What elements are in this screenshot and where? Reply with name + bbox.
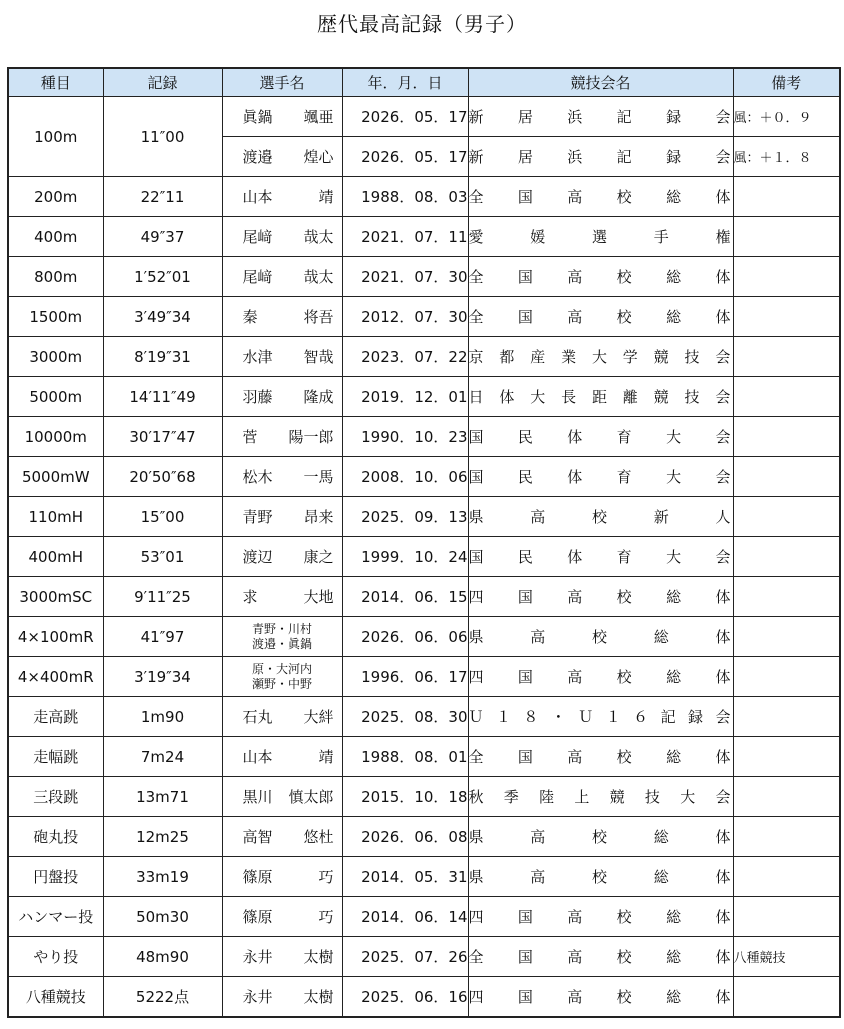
header-event: 種目 bbox=[8, 68, 103, 97]
record-cell: 49″37 bbox=[103, 217, 222, 257]
athlete-cell-text: 篠原 巧 bbox=[242, 868, 334, 886]
table-row bbox=[8, 457, 840, 497]
meet-cell-text: 全 国 高 校 総 体 bbox=[468, 748, 731, 766]
table-row bbox=[8, 177, 840, 217]
athlete-cell bbox=[222, 137, 342, 177]
record-cell: 22″11 bbox=[103, 177, 222, 217]
meet-cell-text: 全 国 高 校 総 体 bbox=[468, 268, 731, 286]
meet-cell-text: Ｕ １ ８ ・ Ｕ １ ６ 記 録 会 bbox=[468, 708, 731, 726]
athlete-cell bbox=[222, 897, 342, 937]
note-cell bbox=[733, 217, 840, 257]
table-row bbox=[8, 417, 840, 457]
athlete-cell bbox=[222, 417, 342, 457]
meet-cell bbox=[468, 417, 733, 457]
athlete-cell bbox=[222, 697, 342, 737]
note-cell bbox=[733, 777, 840, 817]
note-cell bbox=[733, 577, 840, 617]
meet-cell bbox=[468, 657, 733, 697]
note-cell bbox=[733, 817, 840, 857]
date-cell: 2015．10．18 bbox=[342, 777, 468, 817]
date-cell: 2025．09．13 bbox=[342, 497, 468, 537]
meet-cell bbox=[468, 897, 733, 937]
table-row bbox=[8, 537, 840, 577]
meet-cell bbox=[468, 377, 733, 417]
athlete-cell bbox=[222, 537, 342, 577]
record-cell: 5222点 bbox=[103, 977, 222, 1018]
event-cell: 200m bbox=[8, 177, 103, 217]
note-cell bbox=[733, 377, 840, 417]
athlete-cell-text: 菅 陽一郎 bbox=[242, 428, 334, 446]
date-cell: 1996．06．17 bbox=[342, 657, 468, 697]
athlete-cell-text: 石丸 大絆 bbox=[242, 708, 334, 726]
table-row bbox=[8, 297, 840, 337]
athlete-cell bbox=[222, 97, 342, 137]
table-row bbox=[8, 937, 840, 977]
table-row bbox=[8, 737, 840, 777]
meet-cell-text: 四 国 高 校 総 体 bbox=[468, 908, 731, 926]
meet-cell-text: 全 国 高 校 総 体 bbox=[468, 188, 731, 206]
athlete-cell bbox=[222, 817, 342, 857]
meet-cell-text: 四 国 高 校 総 体 bbox=[468, 988, 731, 1006]
event-cell: 3000m bbox=[8, 337, 103, 377]
note-cell bbox=[733, 297, 840, 337]
athlete-cell-text: 渡邉 煌心 bbox=[242, 148, 334, 166]
event-cell: 4×400mR bbox=[8, 657, 103, 697]
record-cell: 1′52″01 bbox=[103, 257, 222, 297]
athlete-cell-text: 羽藤 隆成 bbox=[242, 388, 334, 406]
event-cell: ハンマー投 bbox=[8, 897, 103, 937]
relay-member-line: 瀬野・中野 bbox=[251, 676, 312, 691]
date-cell: 2025．07．26 bbox=[342, 937, 468, 977]
event-cell: 100m bbox=[8, 97, 103, 177]
note-cell: 風：＋０．９ bbox=[733, 97, 840, 137]
meet-cell-text: 全 国 高 校 総 体 bbox=[468, 308, 731, 326]
record-cell: 33m19 bbox=[103, 857, 222, 897]
note-cell bbox=[733, 697, 840, 737]
table-row bbox=[8, 617, 840, 657]
date-cell: 2026．05．17 bbox=[342, 137, 468, 177]
meet-cell-text: 四 国 高 校 総 体 bbox=[468, 668, 731, 686]
record-cell: 1m90 bbox=[103, 697, 222, 737]
athlete-cell bbox=[222, 737, 342, 777]
table-row bbox=[8, 497, 840, 537]
note-cell bbox=[733, 737, 840, 777]
date-cell: 2012．07．30 bbox=[342, 297, 468, 337]
date-cell: 2025．06．16 bbox=[342, 977, 468, 1018]
note-cell: 八種競技 bbox=[733, 937, 840, 977]
athlete-cell-text: 眞鍋 颯亜 bbox=[242, 108, 334, 126]
relay-member-line: 青野・川村 bbox=[251, 621, 312, 636]
table-row bbox=[8, 817, 840, 857]
record-cell: 8′19″31 bbox=[103, 337, 222, 377]
date-cell: 2021．07．30 bbox=[342, 257, 468, 297]
date-cell: 2025．08．30 bbox=[342, 697, 468, 737]
meet-cell bbox=[468, 937, 733, 977]
athlete-cell-text: 尾﨑 哉太 bbox=[242, 268, 334, 286]
event-cell: やり投 bbox=[8, 937, 103, 977]
date-cell: 1988．08．01 bbox=[342, 737, 468, 777]
note-cell bbox=[733, 897, 840, 937]
meet-cell bbox=[468, 777, 733, 817]
record-cell: 7m24 bbox=[103, 737, 222, 777]
relay-member-line: 渡邉・眞鍋 bbox=[251, 636, 312, 651]
meet-cell bbox=[468, 537, 733, 577]
athlete-cell bbox=[222, 857, 342, 897]
athlete-cell-text: 水津 智哉 bbox=[242, 348, 334, 366]
date-cell: 2023．07．22 bbox=[342, 337, 468, 377]
table-row bbox=[8, 657, 840, 697]
meet-cell bbox=[468, 737, 733, 777]
event-cell: 砲丸投 bbox=[8, 817, 103, 857]
table-row bbox=[8, 577, 840, 617]
note-cell bbox=[733, 177, 840, 217]
record-cell: 20′50″68 bbox=[103, 457, 222, 497]
date-cell: 1988．08．03 bbox=[342, 177, 468, 217]
meet-cell-text: 日 体 大 長 距 離 競 技 会 bbox=[468, 388, 731, 406]
meet-cell-text: 県 高 校 総 体 bbox=[468, 628, 731, 646]
meet-cell bbox=[468, 297, 733, 337]
note-cell bbox=[733, 257, 840, 297]
athlete-cell-text: 求 大地 bbox=[242, 588, 334, 606]
record-cell: 3′49″34 bbox=[103, 297, 222, 337]
records-table bbox=[7, 67, 841, 1018]
table-row bbox=[8, 217, 840, 257]
header-date: 年．月．日 bbox=[342, 68, 468, 97]
event-cell: 走幅跳 bbox=[8, 737, 103, 777]
meet-cell bbox=[468, 857, 733, 897]
athlete-cell bbox=[222, 377, 342, 417]
record-cell: 3′19″34 bbox=[103, 657, 222, 697]
date-cell: 2014．06．15 bbox=[342, 577, 468, 617]
header-note: 備考 bbox=[733, 68, 840, 97]
event-cell: 4×100mR bbox=[8, 617, 103, 657]
note-cell: 風：＋１．８ bbox=[733, 137, 840, 177]
event-cell: 110mH bbox=[8, 497, 103, 537]
table-row bbox=[8, 377, 840, 417]
athlete-cell-text: 篠原 巧 bbox=[242, 908, 334, 926]
athlete-cell bbox=[222, 457, 342, 497]
meet-cell-text: 秋 季 陸 上 競 技 大 会 bbox=[468, 788, 731, 806]
date-cell: 2014．05．31 bbox=[342, 857, 468, 897]
meet-cell bbox=[468, 977, 733, 1018]
event-cell: 八種競技 bbox=[8, 977, 103, 1018]
meet-cell-text: 愛 媛 選 手 権 bbox=[468, 228, 731, 246]
record-cell: 11″00 bbox=[103, 97, 222, 177]
table-row bbox=[8, 257, 840, 297]
note-cell bbox=[733, 537, 840, 577]
note-cell bbox=[733, 457, 840, 497]
meet-cell-text: 県 高 校 新 人 bbox=[468, 508, 731, 526]
athlete-cell bbox=[222, 337, 342, 377]
athlete-cell bbox=[222, 777, 342, 817]
meet-cell bbox=[468, 337, 733, 377]
athlete-cell-text: 尾﨑 哉太 bbox=[242, 228, 334, 246]
meet-cell bbox=[468, 457, 733, 497]
meet-cell-text: 国 民 体 育 大 会 bbox=[468, 548, 731, 566]
date-cell: 1990．10．23 bbox=[342, 417, 468, 457]
table-row bbox=[8, 337, 840, 377]
record-cell: 48m90 bbox=[103, 937, 222, 977]
meet-cell bbox=[468, 257, 733, 297]
record-cell: 50m30 bbox=[103, 897, 222, 937]
athlete-cell-text: 黒川 慎太郎 bbox=[242, 788, 334, 806]
header-meet: 競技会名 bbox=[468, 68, 733, 97]
meet-cell bbox=[468, 97, 733, 137]
athlete-cell-text: 永井 太樹 bbox=[242, 948, 334, 966]
athlete-cell bbox=[222, 177, 342, 217]
date-cell: 2019．12．01 bbox=[342, 377, 468, 417]
athlete-cell bbox=[222, 497, 342, 537]
record-cell: 14′11″49 bbox=[103, 377, 222, 417]
event-cell: 5000m bbox=[8, 377, 103, 417]
meet-cell-text: 全 国 高 校 総 体 bbox=[468, 948, 731, 966]
event-cell: 円盤投 bbox=[8, 857, 103, 897]
meet-cell-text: 県 高 校 総 体 bbox=[468, 868, 731, 886]
athlete-cell-text: 渡辺 康之 bbox=[242, 548, 334, 566]
athlete-cell-text: 青野 昂来 bbox=[242, 508, 334, 526]
table-row bbox=[8, 697, 840, 737]
table-row bbox=[8, 777, 840, 817]
meet-cell bbox=[468, 137, 733, 177]
athlete-cell bbox=[222, 657, 342, 697]
meet-cell bbox=[468, 697, 733, 737]
athlete-cell-text: 秦 将吾 bbox=[242, 308, 334, 326]
header-athlete: 選手名 bbox=[222, 68, 342, 97]
event-cell: 三段跳 bbox=[8, 777, 103, 817]
meet-cell-text: 国 民 体 育 大 会 bbox=[468, 428, 731, 446]
record-cell: 9′11″25 bbox=[103, 577, 222, 617]
record-cell: 53″01 bbox=[103, 537, 222, 577]
meet-cell-text: 新 居 浜 記 録 会 bbox=[468, 108, 731, 126]
meet-cell-text: 新 居 浜 記 録 会 bbox=[468, 148, 731, 166]
athlete-cell-text: 山本 靖 bbox=[242, 748, 334, 766]
athlete-cell bbox=[222, 577, 342, 617]
date-cell: 2021．07．11 bbox=[342, 217, 468, 257]
athlete-cell-text: 永井 太樹 bbox=[242, 988, 334, 1006]
event-cell: 400m bbox=[8, 217, 103, 257]
athlete-cell bbox=[222, 297, 342, 337]
athlete-cell-text: 高智 悠杜 bbox=[242, 828, 334, 846]
record-cell: 13m71 bbox=[103, 777, 222, 817]
meet-cell bbox=[468, 177, 733, 217]
note-cell bbox=[733, 617, 840, 657]
athlete-cell bbox=[222, 217, 342, 257]
event-cell: 1500m bbox=[8, 297, 103, 337]
meet-cell-text: 県 高 校 総 体 bbox=[468, 828, 731, 846]
meet-cell-text: 国 民 体 育 大 会 bbox=[468, 468, 731, 486]
meet-cell bbox=[468, 817, 733, 857]
date-cell: 2014．06．14 bbox=[342, 897, 468, 937]
meet-cell bbox=[468, 617, 733, 657]
athlete-cell-text: 松木 一馬 bbox=[242, 468, 334, 486]
date-cell: 2026．06．06 bbox=[342, 617, 468, 657]
header-row bbox=[8, 68, 840, 97]
page-title: 歴代最高記録（男子） bbox=[317, 12, 527, 36]
record-cell: 15″00 bbox=[103, 497, 222, 537]
note-cell bbox=[733, 857, 840, 897]
header-record: 記録 bbox=[103, 68, 222, 97]
date-cell: 2026．06．08 bbox=[342, 817, 468, 857]
note-cell bbox=[733, 337, 840, 377]
athlete-cell-text: 山本 靖 bbox=[242, 188, 334, 206]
table-row bbox=[8, 97, 840, 137]
event-cell: 800m bbox=[8, 257, 103, 297]
athlete-cell bbox=[222, 977, 342, 1018]
meet-cell-text: 四 国 高 校 総 体 bbox=[468, 588, 731, 606]
table-row bbox=[8, 857, 840, 897]
record-cell: 30′17″47 bbox=[103, 417, 222, 457]
note-cell bbox=[733, 977, 840, 1018]
table-row bbox=[8, 977, 840, 1018]
meet-cell bbox=[468, 217, 733, 257]
event-cell: 10000m bbox=[8, 417, 103, 457]
note-cell bbox=[733, 657, 840, 697]
athlete-cell bbox=[222, 617, 342, 657]
athlete-cell bbox=[222, 257, 342, 297]
record-cell: 41″97 bbox=[103, 617, 222, 657]
note-cell bbox=[733, 417, 840, 457]
date-cell: 1999．10．24 bbox=[342, 537, 468, 577]
event-cell: 400mH bbox=[8, 537, 103, 577]
meet-cell-text: 京 都 産 業 大 学 競 技 会 bbox=[468, 348, 731, 366]
athlete-cell bbox=[222, 937, 342, 977]
note-cell bbox=[733, 497, 840, 537]
event-cell: 5000mW bbox=[8, 457, 103, 497]
event-cell: 3000mSC bbox=[8, 577, 103, 617]
meet-cell bbox=[468, 497, 733, 537]
record-cell: 12m25 bbox=[103, 817, 222, 857]
date-cell: 2026．05．17 bbox=[342, 97, 468, 137]
relay-member-line: 原・大河内 bbox=[251, 661, 312, 676]
date-cell: 2008．10．06 bbox=[342, 457, 468, 497]
table-row bbox=[8, 897, 840, 937]
meet-cell bbox=[468, 577, 733, 617]
event-cell: 走高跳 bbox=[8, 697, 103, 737]
